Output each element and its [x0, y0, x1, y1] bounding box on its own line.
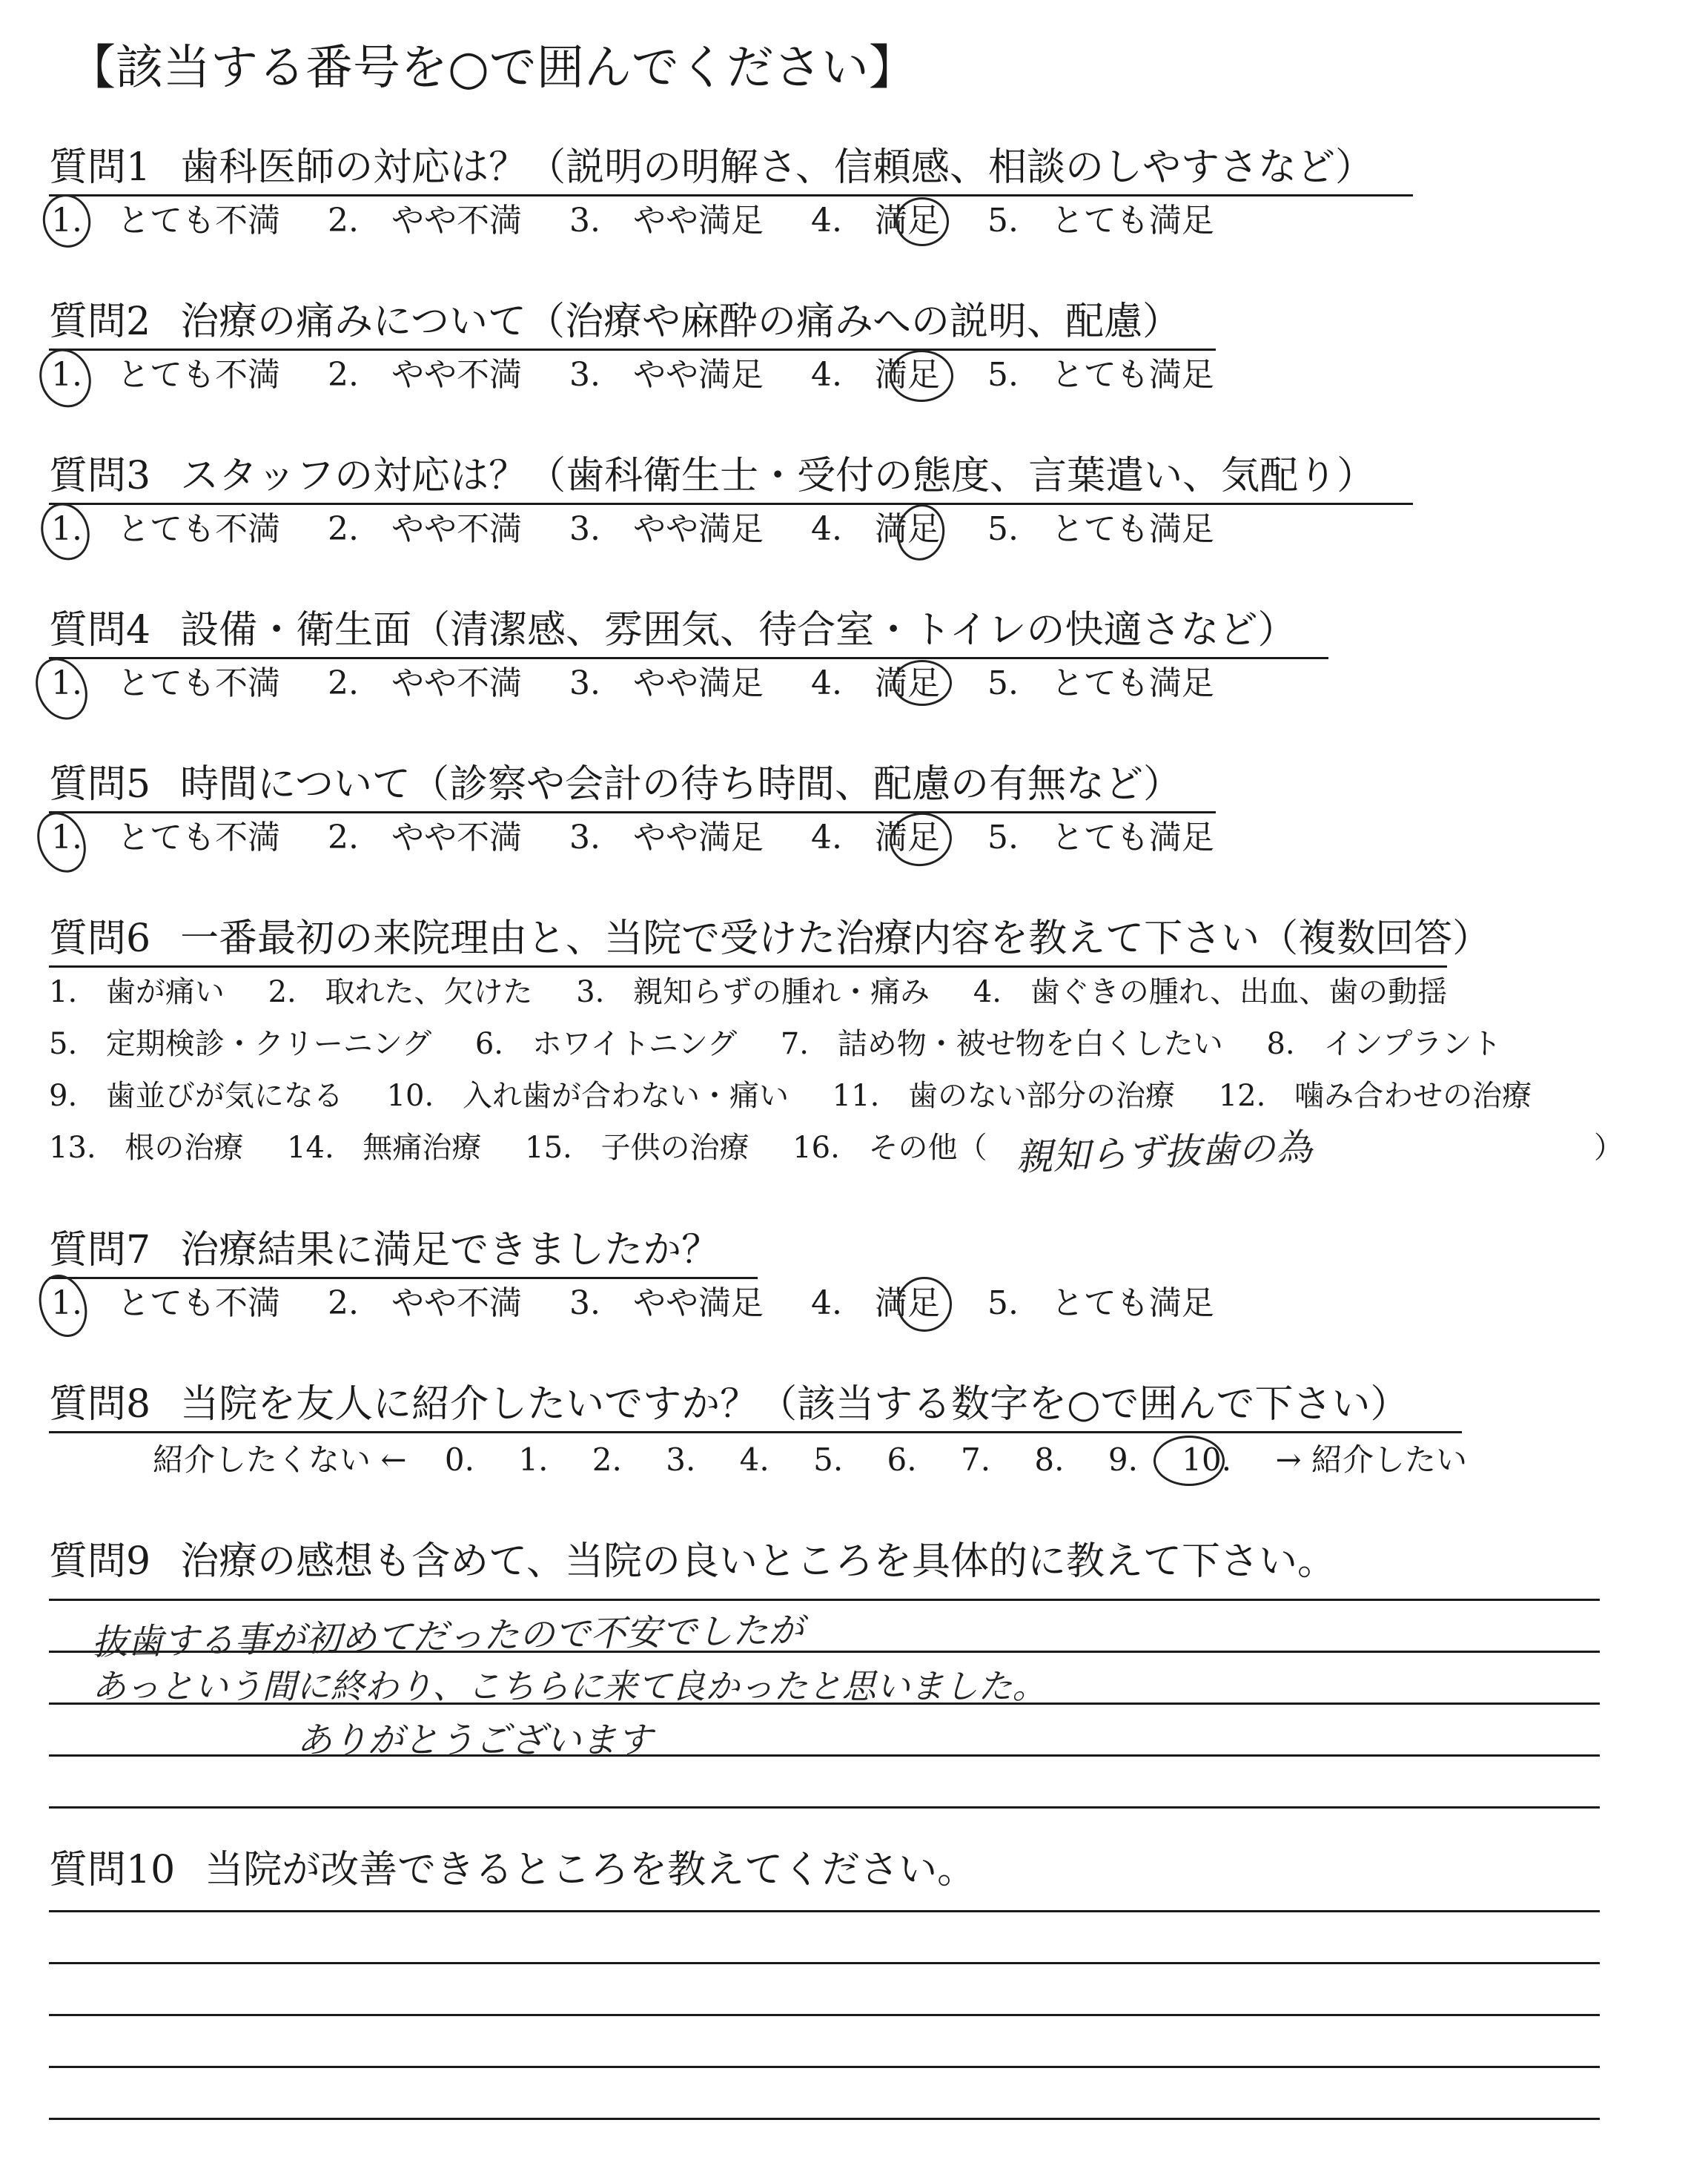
q6-option-5-num[interactable]: 5. [49, 1027, 78, 1061]
q1-option-4[interactable]: 4. [810, 202, 842, 240]
q6-option-8-num[interactable]: 8. [1266, 1027, 1295, 1061]
q9-answer-line-4 [49, 1754, 1600, 1757]
question-10-text: 当院が改善できるところを教えてください。 [205, 1848, 976, 1892]
q6-option-7-num[interactable]: 7. [780, 1027, 809, 1061]
q8-option-4[interactable]: 4. [739, 1441, 769, 1478]
form-title: 【該当する番号を○で囲んでください】 [68, 41, 916, 96]
q10-answer-line-3[interactable] [49, 2014, 1600, 2016]
question-1-options: 1. とても不満 2. やや不満 3. やや満足 4. 満足 5. とても満足 [49, 205, 1214, 237]
q4-selected-5-circle [893, 660, 952, 706]
q8-right-label: → 紹介したい [1275, 1441, 1467, 1478]
q3-option-5[interactable]: 5. [987, 510, 1019, 548]
q5-option-4[interactable]: 4. [810, 819, 842, 856]
q6-other-close-paren: ） [1594, 1131, 1623, 1165]
question-7-underline [49, 1277, 758, 1279]
q6-row-2: 5. 定期検診・クリーニング 6. ホワイトニング 7. 詰め物・被せ物を白くしたい 8. インプラント [49, 1027, 1502, 1061]
question-1-underline [49, 194, 1413, 196]
question-1-label: 質問1 [49, 145, 151, 190]
q1-option-3[interactable]: 3. [569, 202, 600, 240]
q9-answer-text-2[interactable]: あっという間に終わり、こちらに来て良かったと思いました。 [92, 1666, 1047, 1706]
q5-option-2[interactable]: 2. [328, 819, 359, 856]
question-2-text: 治療の痛みについて（治療や麻酔の痛みへの説明、配慮） [180, 300, 1182, 344]
q6-option-6-num[interactable]: 6. [474, 1027, 503, 1061]
q8-option-6[interactable]: 6. [887, 1441, 917, 1478]
q1-selected-1-circle [38, 190, 96, 252]
q9-answer-text-3[interactable]: ありがとうございます [297, 1720, 653, 1761]
question-1 [49, 145, 1374, 190]
q6-option-2-num[interactable]: 2. [268, 975, 297, 1009]
q3-option-4[interactable]: 4. [810, 510, 842, 548]
question-4-underline [49, 657, 1328, 659]
question-6: 質問6 一番最初の来院理由と、当院で受けた治療内容を教えて下さい（複数回答） [49, 916, 1492, 961]
q2-selected-1-circle [31, 342, 99, 415]
q8-option-0[interactable]: 0. [444, 1441, 474, 1478]
question-6-underline [49, 965, 1447, 968]
q9-answer-line-5 [49, 1806, 1600, 1809]
q8-option-7[interactable]: 7. [960, 1441, 991, 1478]
q2-option-4[interactable]: 4. [810, 356, 842, 394]
question-9-text: 治療の感想も含めて、当院の良いところを具体的に教えて下さい。 [180, 1539, 1337, 1584]
q1-option-5[interactable]: 5. [987, 202, 1019, 240]
question-2: 質問2 治療の痛みについて（治療や麻酔の痛みへの説明、配慮） [49, 300, 1182, 344]
question-5: 質問5 時間について（診察や会計の待ち時間、配慮の有無など） [49, 762, 1182, 807]
q8-option-2[interactable]: 2. [592, 1441, 622, 1478]
q6-option-11-num[interactable]: 11. [832, 1079, 880, 1113]
q6-row-3: 9. 歯並びが気になる 10. 入れ歯が合わない・痛い 11. 歯のない部分の治療 12. 噛み合わせの治療 [49, 1079, 1532, 1113]
q2-option-2[interactable]: 2. [328, 356, 359, 394]
q6-option-16-num[interactable]: 16. [792, 1131, 840, 1165]
q5-selected-5-circle [886, 809, 955, 871]
q7-option-2[interactable]: 2. [328, 1284, 359, 1322]
q1-option-1[interactable]: 1. [51, 202, 82, 240]
q9-answer-text-1[interactable]: 抜歯する事が初めてだったので不安でしたが [91, 1609, 804, 1664]
q2-option-5[interactable]: 5. [987, 356, 1019, 394]
q8-option-3[interactable]: 3. [666, 1441, 696, 1478]
q5-option-5[interactable]: 5. [987, 819, 1019, 856]
q6-row-1: 1. 歯が痛い 2. 取れた、欠けた 3. 親知らずの腫れ・痛み 4. 歯ぐきの腫れ、出血、歯の動揺 [49, 975, 1448, 1009]
q3-selected-1-circle [34, 497, 97, 567]
q5-option-3[interactable]: 3. [569, 819, 600, 856]
q6-option-12-num[interactable]: 12. [1218, 1079, 1266, 1113]
q4-option-3[interactable]: 3. [569, 664, 600, 702]
question-3: 質問3 スタッフの対応は？（歯科衛生士・受付の態度、言葉遣い、気配り） [49, 454, 1376, 498]
question-3-text: スタッフの対応は？（歯科衛生士・受付の態度、言葉遣い、気配り） [180, 454, 1376, 498]
q2-selected-5-circle [890, 350, 953, 402]
question-7: 質問7 治療結果に満足できましたか？ [49, 1228, 721, 1272]
q8-selected-10-circle [1153, 1436, 1225, 1486]
q8-option-5[interactable]: 5. [813, 1441, 844, 1478]
q7-selected-1-circle [31, 1269, 95, 1344]
q6-option-3-num[interactable]: 3. [576, 975, 605, 1009]
q8-left-label: 紹介したくない ← [153, 1441, 407, 1478]
question-5-underline [49, 811, 1216, 813]
q9-answer-line-1 [49, 1599, 1600, 1601]
question-6-text: 一番最初の来院理由と、当院で受けた治療内容を教えて下さい（複数回答） [180, 916, 1492, 961]
q2-option-1[interactable]: 1. [51, 356, 82, 394]
q4-option-1[interactable]: 1. [51, 664, 82, 702]
q4-option-5[interactable]: 5. [987, 664, 1019, 702]
q6-other-handwritten[interactable]: 親知らず抜歯の為 [1015, 1126, 1314, 1179]
q4-option-4[interactable]: 4. [810, 664, 842, 702]
question-8: 質問8 当院を友人に紹介したいですか？（該当する数字を○で囲んで下さい） [49, 1382, 1409, 1427]
question-5-options: 1. とても不満 2. やや不満 3. やや満足 4. 満足 5. とても満足 [49, 822, 1214, 854]
question-2-options: 1. とても不満 2. やや不満 3. やや満足 4. 満足 5. とても満足 [49, 359, 1214, 392]
question-8-text: 当院を友人に紹介したいですか？（該当する数字を○で囲んで下さい） [180, 1382, 1409, 1427]
q6-row-4: 13. 根の治療 14. 無痛治療 15. 子供の治療 16. その他（ [49, 1131, 987, 1165]
q5-option-1[interactable]: 1. [51, 819, 82, 856]
question-9: 質問9 治療の感想も含めて、当院の良いところを具体的に教えて下さい。 [49, 1539, 1337, 1584]
q7-option-3[interactable]: 3. [569, 1284, 600, 1322]
q6-option-15-num[interactable]: 15. [525, 1131, 572, 1165]
question-4: 質問4 設備・衛生面（清潔感、雰囲気、待合室・トイレの快適さなど） [49, 608, 1297, 653]
question-4-text: 設備・衛生面（清潔感、雰囲気、待合室・トイレの快適さなど） [180, 608, 1297, 653]
q1-option-2[interactable]: 2. [328, 202, 359, 240]
q1-selected-5-circle [896, 197, 949, 246]
q8-option-1[interactable]: 1. [518, 1441, 549, 1478]
q2-option-3[interactable]: 3. [569, 356, 600, 394]
q10-answer-line-4[interactable] [49, 2066, 1600, 2068]
question-10: 質問10 当院が改善できるところを教えてください。 [49, 1848, 976, 1892]
q7-option-4[interactable]: 4. [810, 1284, 842, 1322]
q10-answer-line-5[interactable] [49, 2118, 1600, 2120]
question-2-underline [49, 349, 1216, 351]
q3-option-2[interactable]: 2. [328, 510, 359, 548]
q4-option-2[interactable]: 2. [328, 664, 359, 702]
q8-option-9[interactable]: 9. [1108, 1441, 1138, 1478]
q8-option-8[interactable]: 8. [1034, 1441, 1065, 1478]
question-4-options: 1. とても不満 2. やや不満 3. やや満足 4. 満足 5. とても満足 [49, 667, 1214, 700]
q5-selected-1-circle [29, 805, 95, 879]
q7-option-1[interactable]: 1. [51, 1284, 82, 1322]
question-8-underline [49, 1431, 1462, 1433]
q6-option-4-num[interactable]: 4. [973, 975, 1002, 1009]
q8-scale [153, 1441, 1467, 1478]
q6-option-13-num[interactable]: 13. [49, 1131, 96, 1165]
q4-selected-1-circle [26, 650, 96, 727]
question-7-text: 治療結果に満足できましたか？ [180, 1228, 721, 1272]
q3-option-3[interactable]: 3. [569, 510, 600, 548]
question-3-options: 1. とても不満 2. やや不満 3. やや満足 4. 満足 5. とても満足 [49, 513, 1214, 546]
q6-option-1-num[interactable]: 1. [49, 975, 78, 1009]
q10-answer-line-1[interactable] [49, 1910, 1600, 1912]
q8-option-10[interactable]: 10. [1182, 1441, 1232, 1478]
q6-option-10-num[interactable]: 10. [386, 1079, 434, 1113]
q7-option-5[interactable]: 5. [987, 1284, 1019, 1322]
q3-option-1[interactable]: 1. [51, 510, 82, 548]
q7-selected-5-circle [897, 1277, 952, 1332]
q10-answer-line-2[interactable] [49, 1962, 1600, 1964]
q6-option-9-num[interactable]: 9. [49, 1079, 78, 1113]
question-3-underline [49, 503, 1413, 505]
q6-option-14-num[interactable]: 14. [287, 1131, 334, 1165]
question-5-text: 時間について（診察や会計の待ち時間、配慮の有無など） [180, 762, 1182, 807]
question-1-text: 歯科医師の対応は？（説明の明解さ、信頼感、相談のしやすさなど） [180, 145, 1374, 190]
question-7-options: 1. とても不満 2. やや不満 3. やや満足 4. 満足 5. とても満足 [49, 1287, 1214, 1320]
